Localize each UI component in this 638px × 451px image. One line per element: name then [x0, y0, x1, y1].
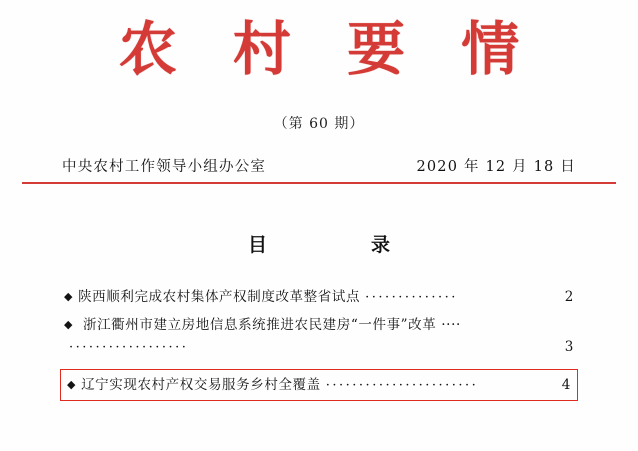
toc-list — [60, 283, 578, 401]
toc-item-page: 3 — [564, 339, 574, 356]
toc-item-title: 陕西顺利完成农村集体产权制度改革整省试点 — [78, 288, 361, 305]
dot-leader-continued: ·················· — [69, 340, 189, 356]
diamond-bullet-icon: ◆ — [64, 289, 74, 303]
diamond-bullet-icon: ◆ — [64, 318, 74, 332]
toc-item-page: 4 — [561, 376, 571, 393]
list-item-highlighted[interactable] — [60, 369, 578, 401]
document-header-row — [62, 155, 576, 182]
dot-leader: ······················· — [325, 377, 479, 393]
toc-heading: 目 录 — [247, 233, 412, 256]
masthead — [0, 0, 638, 85]
toc-item-page: 2 — [564, 288, 574, 305]
toc-item-title: 浙江衢州市建立房地信息系统推进农民建房“一件事”改革 — [82, 317, 437, 334]
dot-leader: ·············· — [365, 289, 458, 305]
list-item[interactable] — [60, 311, 578, 362]
toc-item-title: 辽宁实现农村产权交易服务乡村全覆盖 — [81, 376, 321, 393]
header-divider — [22, 182, 616, 184]
dot-leader: ···· — [441, 317, 461, 334]
publication-title: 农 村 要 情 — [118, 15, 538, 83]
issuing-office: 中央农村工作领导小组办公室 — [62, 158, 267, 175]
list-item[interactable] — [60, 283, 578, 311]
issue-date: 2020 年 12 月 18 日 — [416, 158, 576, 175]
diamond-bullet-icon: ◆ — [67, 377, 77, 391]
issue-number: （第 60 期） — [273, 115, 365, 132]
